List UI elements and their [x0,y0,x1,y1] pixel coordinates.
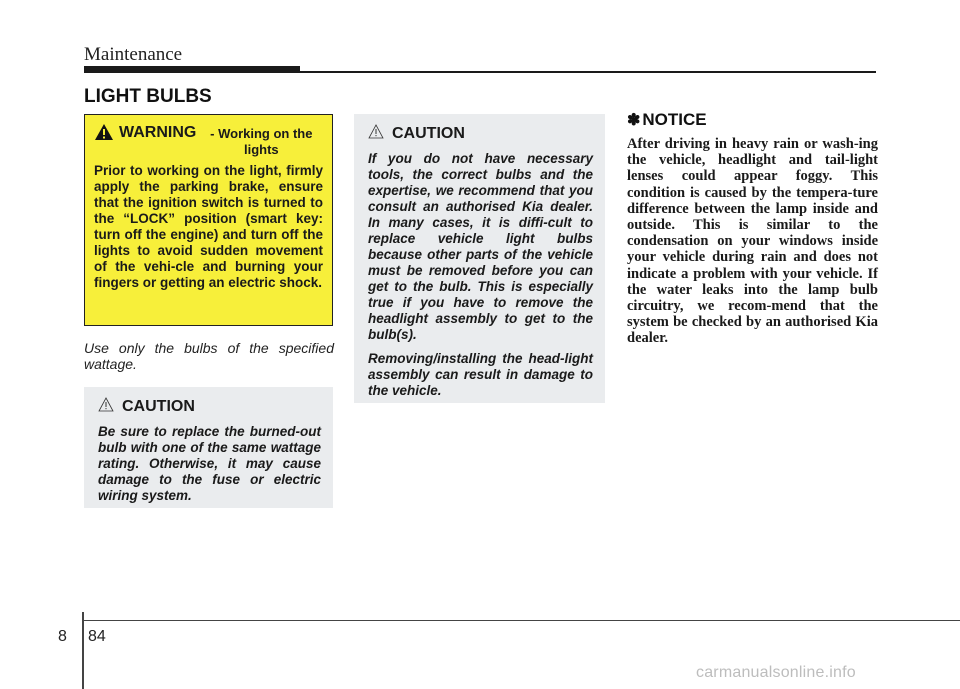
warning-header [94,123,323,157]
caution-text: Be sure to replace the burned-out bulb with one of the same wattage rating. Otherwise, it may cause damage to the fuse or electric wiring system. [98,424,321,503]
caution-box-dealer [354,114,605,403]
header-rule-thick [84,66,300,73]
watermark: carmanualsonline.info [696,664,856,681]
warning-triangle-icon [94,123,114,146]
caution-header [98,397,321,417]
section-title: LIGHT BULBS [84,86,212,107]
page-chapter: 8 [58,628,67,645]
bulb-wattage-text: Use only the bulbs of the specified wattage. [84,340,334,372]
caution-triangle-icon [98,397,114,417]
footer-rule [84,620,960,621]
page-number: 84 [88,628,106,645]
caution-word: CAUTION [122,398,195,415]
warning-text: Prior to working on the light, firmly apply the parking brake, ensure that the ignition switch is turned to the “LOCK” position (smart key: turn off the engine) and turn off the lights to avoid sudden movement of the vehi-cle and burning your fingers or getting an electric shock. [94,163,323,291]
warning-word: WARNING [119,124,197,141]
caution-triangle-icon [368,124,384,144]
warning-subtitle: - Working on the lights [210,126,313,157]
footer-divider [82,612,84,689]
caution-header [368,124,593,144]
notice-word: NOTICE [642,110,707,129]
notice-title [627,110,707,130]
caution-paragraph-1: If you do not have necessary tools, the correct bulbs and the expertise, we recommend that you consult an authorised Kia dealer. In many cases, it is diffi-cult to replace vehicle light bulbs because other parts of the vehicle must be removed before you can get to the bulb. This is especially true if you have to remove the headlight assembly to get to the bulb(s). [368,151,593,342]
caution-box-fuse [84,387,333,508]
notice-text: After driving in heavy rain or wash-ing the vehicle, headlight and tail-light lenses could appear foggy. This condition is caused by the tempera-ture difference between the lamp inside and outside. This is similar to the condensation on your windows inside your vehicle during rain and does not indicate a problem with your vehicle. If the water leaks into the lamp bulb circuitry, we recom-mend that the system be checked by an authorised Kia dealer. [627,136,878,347]
caution-word: CAUTION [392,125,465,142]
header-rule-thin [300,71,876,73]
header-title: Maintenance [84,44,183,65]
warning-box [84,114,333,326]
caution-paragraph-2: Removing/installing the head-light assembly can result in damage to the vehicle. [368,351,593,398]
notice-star-icon: ✽ [627,112,641,129]
